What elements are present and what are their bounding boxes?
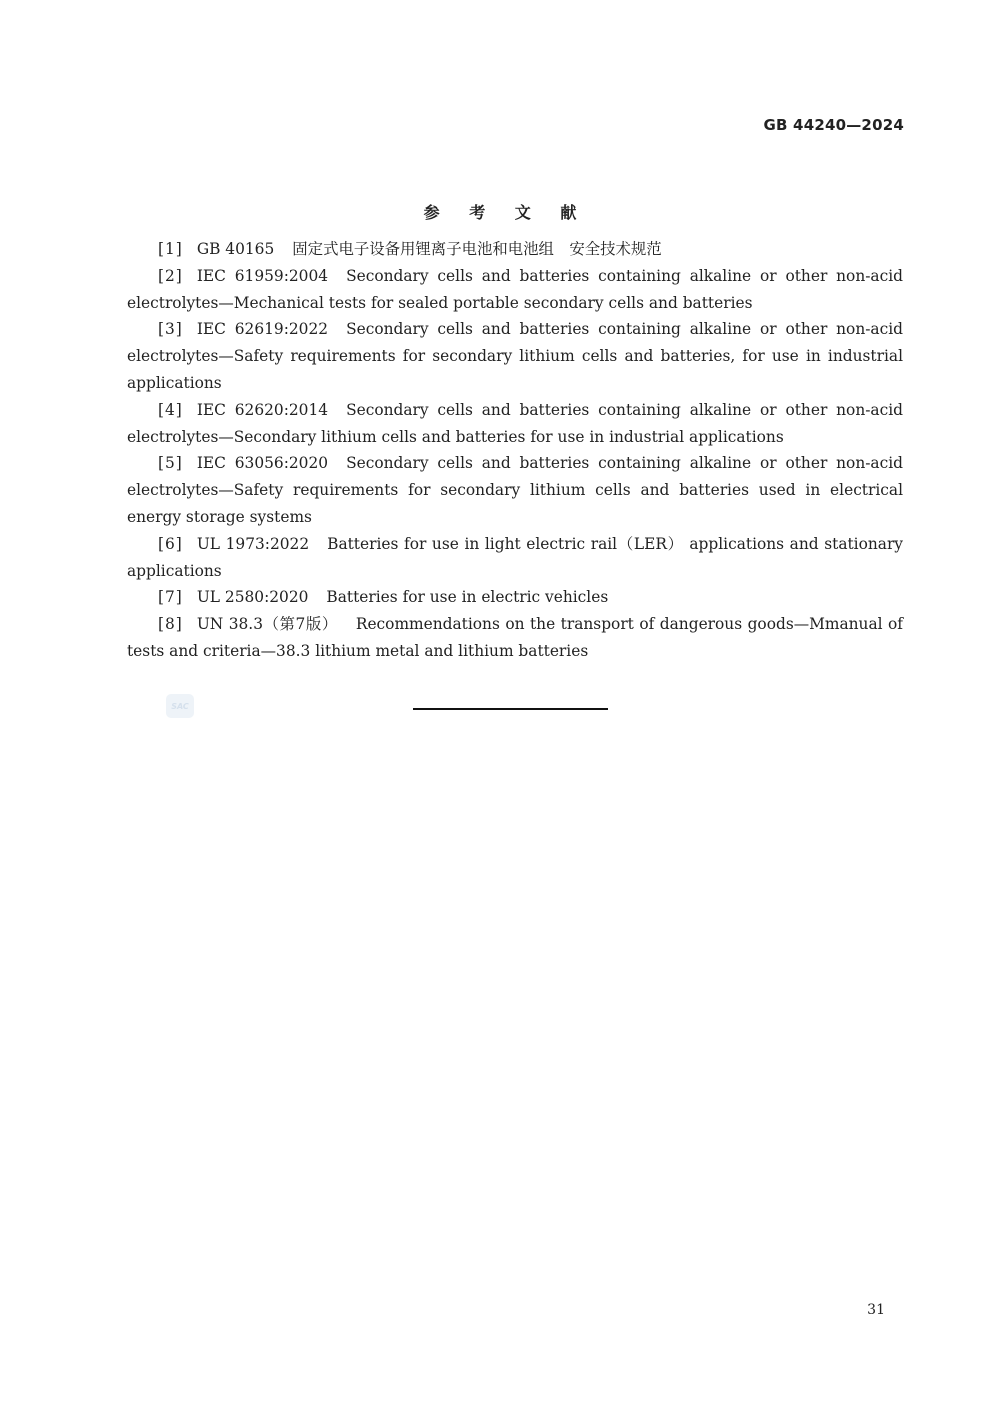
end-rule [413,708,608,710]
reference-number: [1] [158,240,183,258]
reference-number: [5] [158,454,183,473]
page-number: 31 [867,1302,885,1318]
bibliography-heading: 参 考 文 献 [423,203,589,222]
reference-code: IEC 61959:2004 [196,266,329,285]
reference-code: GB 40165 [196,240,275,258]
reference-number: [7] [158,588,183,607]
reference-title: Secondary cells and batteries containing alkaline or other non-acid electrolytes—Safety requirements for secondary lithium cells and batteries used in electrical energy storage systems [127,454,903,526]
reference-title: Secondary cells and batteries containing alkaline or other non-acid electrolytes—Mechanical tests for sealed portable secondary cells and batteries [127,266,903,312]
reference-code: IEC 62619:2022 [196,320,329,339]
reference-title: Recommendations on the transport of dangerous goods—Mmanual of tests and criteria—38.3 lithium metal and lithium batteries [127,615,903,660]
reference-title: Secondary cells and batteries containing alkaline or other non-acid electrolytes—Safety requirements for secondary lithium cells and batteries, for use in industrial applications [127,320,903,392]
reference-number: [2] [158,266,183,285]
reference-number: [3] [158,320,183,339]
reference-title: 固定式电子设备用锂离子电池和电池组 安全技术规范 [292,240,662,258]
reference-item-6 [127,531,903,585]
reference-number: [8] [158,615,183,634]
standard-code: GB 44240—2024 [763,116,904,134]
reference-item-8 [127,611,903,665]
reference-title: Secondary cells and batteries containing alkaline or other non-acid electrolytes—Secondary lithium cells and batteries for use in industrial applications [127,400,903,446]
reference-code: UL 2580:2020 [196,588,309,607]
reference-code: UL 1973:2022 [196,534,310,553]
reference-item-2 [127,263,903,317]
reference-number: [4] [158,400,183,419]
reference-item-1 [127,236,903,263]
reference-title: Batteries for use in electric vehicles [326,588,609,607]
reference-item-3 [127,316,903,396]
reference-title: Batteries for use in light electric rail（LER） applications and stationary applications [127,534,904,580]
reference-item-5 [127,450,903,530]
reference-code: IEC 63056:2020 [196,454,329,473]
reference-item-7 [127,584,903,611]
reference-list [127,236,903,665]
reference-item-4 [127,397,903,451]
reference-code: UN 38.3（第7版） [196,615,338,634]
reference-number: [6] [158,534,183,553]
sac-watermark-logo: SAC [166,694,194,718]
reference-code: IEC 62620:2014 [196,400,329,419]
